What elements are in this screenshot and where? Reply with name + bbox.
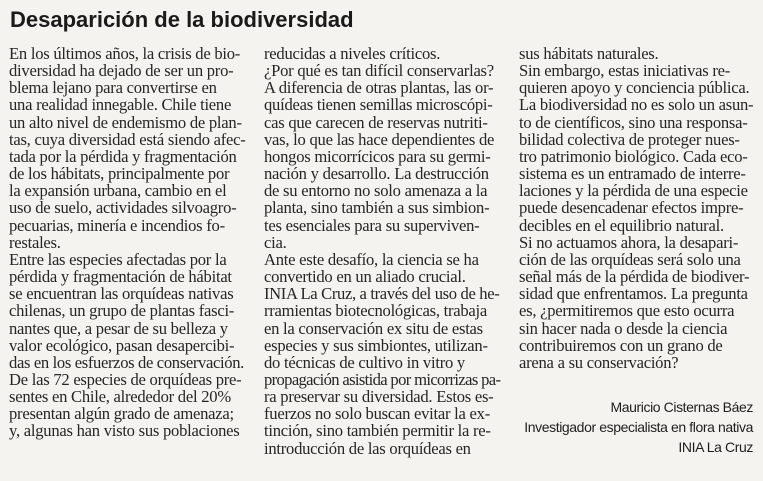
- text-line: especies y sus simbiontes, utilizan-: [264, 335, 488, 355]
- text-line: tro patrimonio biológico. Cada eco-: [519, 146, 748, 166]
- text-line: fuerzos no solo buscan evitar la ex-: [264, 404, 490, 424]
- article-column-1: [9, 45, 247, 440]
- text-line: vas, lo que las hace dependientes de: [264, 129, 495, 149]
- text-line: reducidas a niveles críticos.: [264, 44, 441, 63]
- text-line: de los hábitats, principalmente por: [9, 164, 230, 184]
- text-line: arena a su conservación?: [519, 352, 679, 372]
- text-line: en la conservación ex situ de estas: [264, 318, 483, 338]
- text-line: laciones y la pérdida de una especie: [519, 181, 748, 201]
- text-line: sentes en Chile, alrededor del 20%: [9, 387, 231, 407]
- text-line: sus hábitats naturales.: [519, 44, 659, 63]
- text-line: De las 72 especies de orquídeas pre-: [9, 369, 242, 389]
- text-line: de su entorno no solo amenaza a la: [264, 181, 488, 201]
- text-line: En los últimos años, la crisis de bio-: [9, 44, 241, 63]
- text-line: blema lejano para convertirse en: [9, 78, 217, 98]
- text-line: hongos micorrícicos para su germi-: [264, 146, 491, 166]
- text-line: convertido en un aliado crucial.: [264, 267, 466, 287]
- text-line: do técnicas de cultivo in vitro y: [264, 352, 465, 372]
- text-line: das en los esfuerzos de conservación.: [9, 352, 244, 372]
- text-line: propagación asistida por micorrizas pa-: [264, 369, 501, 389]
- text-line: decibles en el equilibrio natural.: [519, 215, 724, 235]
- text-line: la expansión urbana, cambio en el: [9, 181, 227, 201]
- text-line: ra preservar su diversidad. Estos es-: [264, 387, 494, 407]
- text-line: rramientas biotecnológicas, trabaja: [264, 301, 488, 321]
- text-line: pecuarias, minería e incendios fo-: [9, 215, 225, 235]
- text-line: quídeas tienen semillas microscópi-: [264, 95, 493, 115]
- text-line: se encuentran las orquídeas nativas: [9, 284, 234, 304]
- text-line: ¿Por qué es tan difícil conservarlas?: [264, 61, 494, 81]
- text-line: y, algunas han visto sus poblaciones: [9, 421, 240, 441]
- text-line: quieren apoyo y conciencia pública.: [519, 78, 750, 98]
- text-line: sidad que enfrentamos. La pregunta: [519, 284, 748, 304]
- text-line: nación y desarrollo. La destrucción: [264, 164, 489, 184]
- text-line: tada por la pérdida y fragmentación: [9, 146, 237, 166]
- text-line: tes esenciales para su superviven-: [264, 215, 480, 235]
- article-column-2: [264, 45, 502, 457]
- text-line: es, ¿permitiremos que esto ocurra: [519, 301, 735, 321]
- text-line: nantes que, a pesar de su belleza y: [9, 318, 228, 338]
- text-line: chilenas, un grupo de plantas fasci-: [9, 301, 235, 321]
- text-line: cas que carecen de reservas nutriti-: [264, 112, 488, 132]
- text-line: Entre las especies afectadas por la: [9, 249, 227, 269]
- text-line: restales.: [9, 232, 61, 252]
- text-line: sin hacer nada o desde la ciencia: [519, 318, 728, 338]
- text-line: puede desencadenar efectos impre-: [519, 198, 744, 218]
- text-line: introducción de las orquídeas en: [264, 438, 471, 458]
- text-line: sistema es un entramado de interre-: [519, 164, 746, 184]
- text-line: A diferencia de otras plantas, las or-: [264, 78, 494, 98]
- signature-author: Mauricio Cisternas Báez: [610, 399, 753, 415]
- text-line: presentan algún grado de amenaza;: [9, 404, 234, 424]
- text-line: La biodiversidad no es solo un asun-: [519, 95, 754, 115]
- text-line: uso de suelo, actividades silvoagro-: [9, 198, 237, 218]
- text-line: tas, cuya diversidad está siendo afec-: [9, 129, 246, 149]
- signature-role: Investigador especialista en flora nativa: [524, 419, 753, 435]
- text-line: valor ecológico, pasan desapercibi-: [9, 335, 235, 355]
- text-line: contribuiremos con un grano de: [519, 335, 723, 355]
- text-line: Sin embargo, estas iniciativas re-: [519, 61, 731, 81]
- text-line: INIA La Cruz, a través del uso de he-: [264, 284, 500, 304]
- text-line: Ante este desafío, la ciencia se ha: [264, 249, 479, 269]
- article-column-3: [519, 45, 757, 371]
- text-line: Si no actuamos ahora, la desapari-: [519, 232, 739, 252]
- text-line: ción de las orquídeas será solo una: [519, 249, 741, 269]
- text-line: planta, sino también a sus simbion-: [264, 198, 490, 218]
- text-line: señal más de la pérdida de biodiver-: [519, 267, 750, 287]
- text-line: tinción, sino también permitir la re-: [264, 421, 491, 441]
- text-line: una realidad innegable. Chile tiene: [9, 95, 232, 115]
- text-line: cia.: [264, 232, 287, 252]
- text-line: un alto nivel de endemismo de plan-: [9, 112, 242, 132]
- text-line: bilidad colectiva de proteger nues-: [519, 129, 740, 149]
- signature-institution: INIA La Cruz: [678, 439, 753, 455]
- text-line: pérdida y fragmentación de hábitat: [9, 267, 232, 287]
- article-title: Desaparición de la biodiversidad: [10, 7, 354, 32]
- text-line: diversidad ha dejado de ser un pro-: [9, 61, 234, 81]
- text-line: to de científicos, sino una responsa-: [519, 112, 748, 132]
